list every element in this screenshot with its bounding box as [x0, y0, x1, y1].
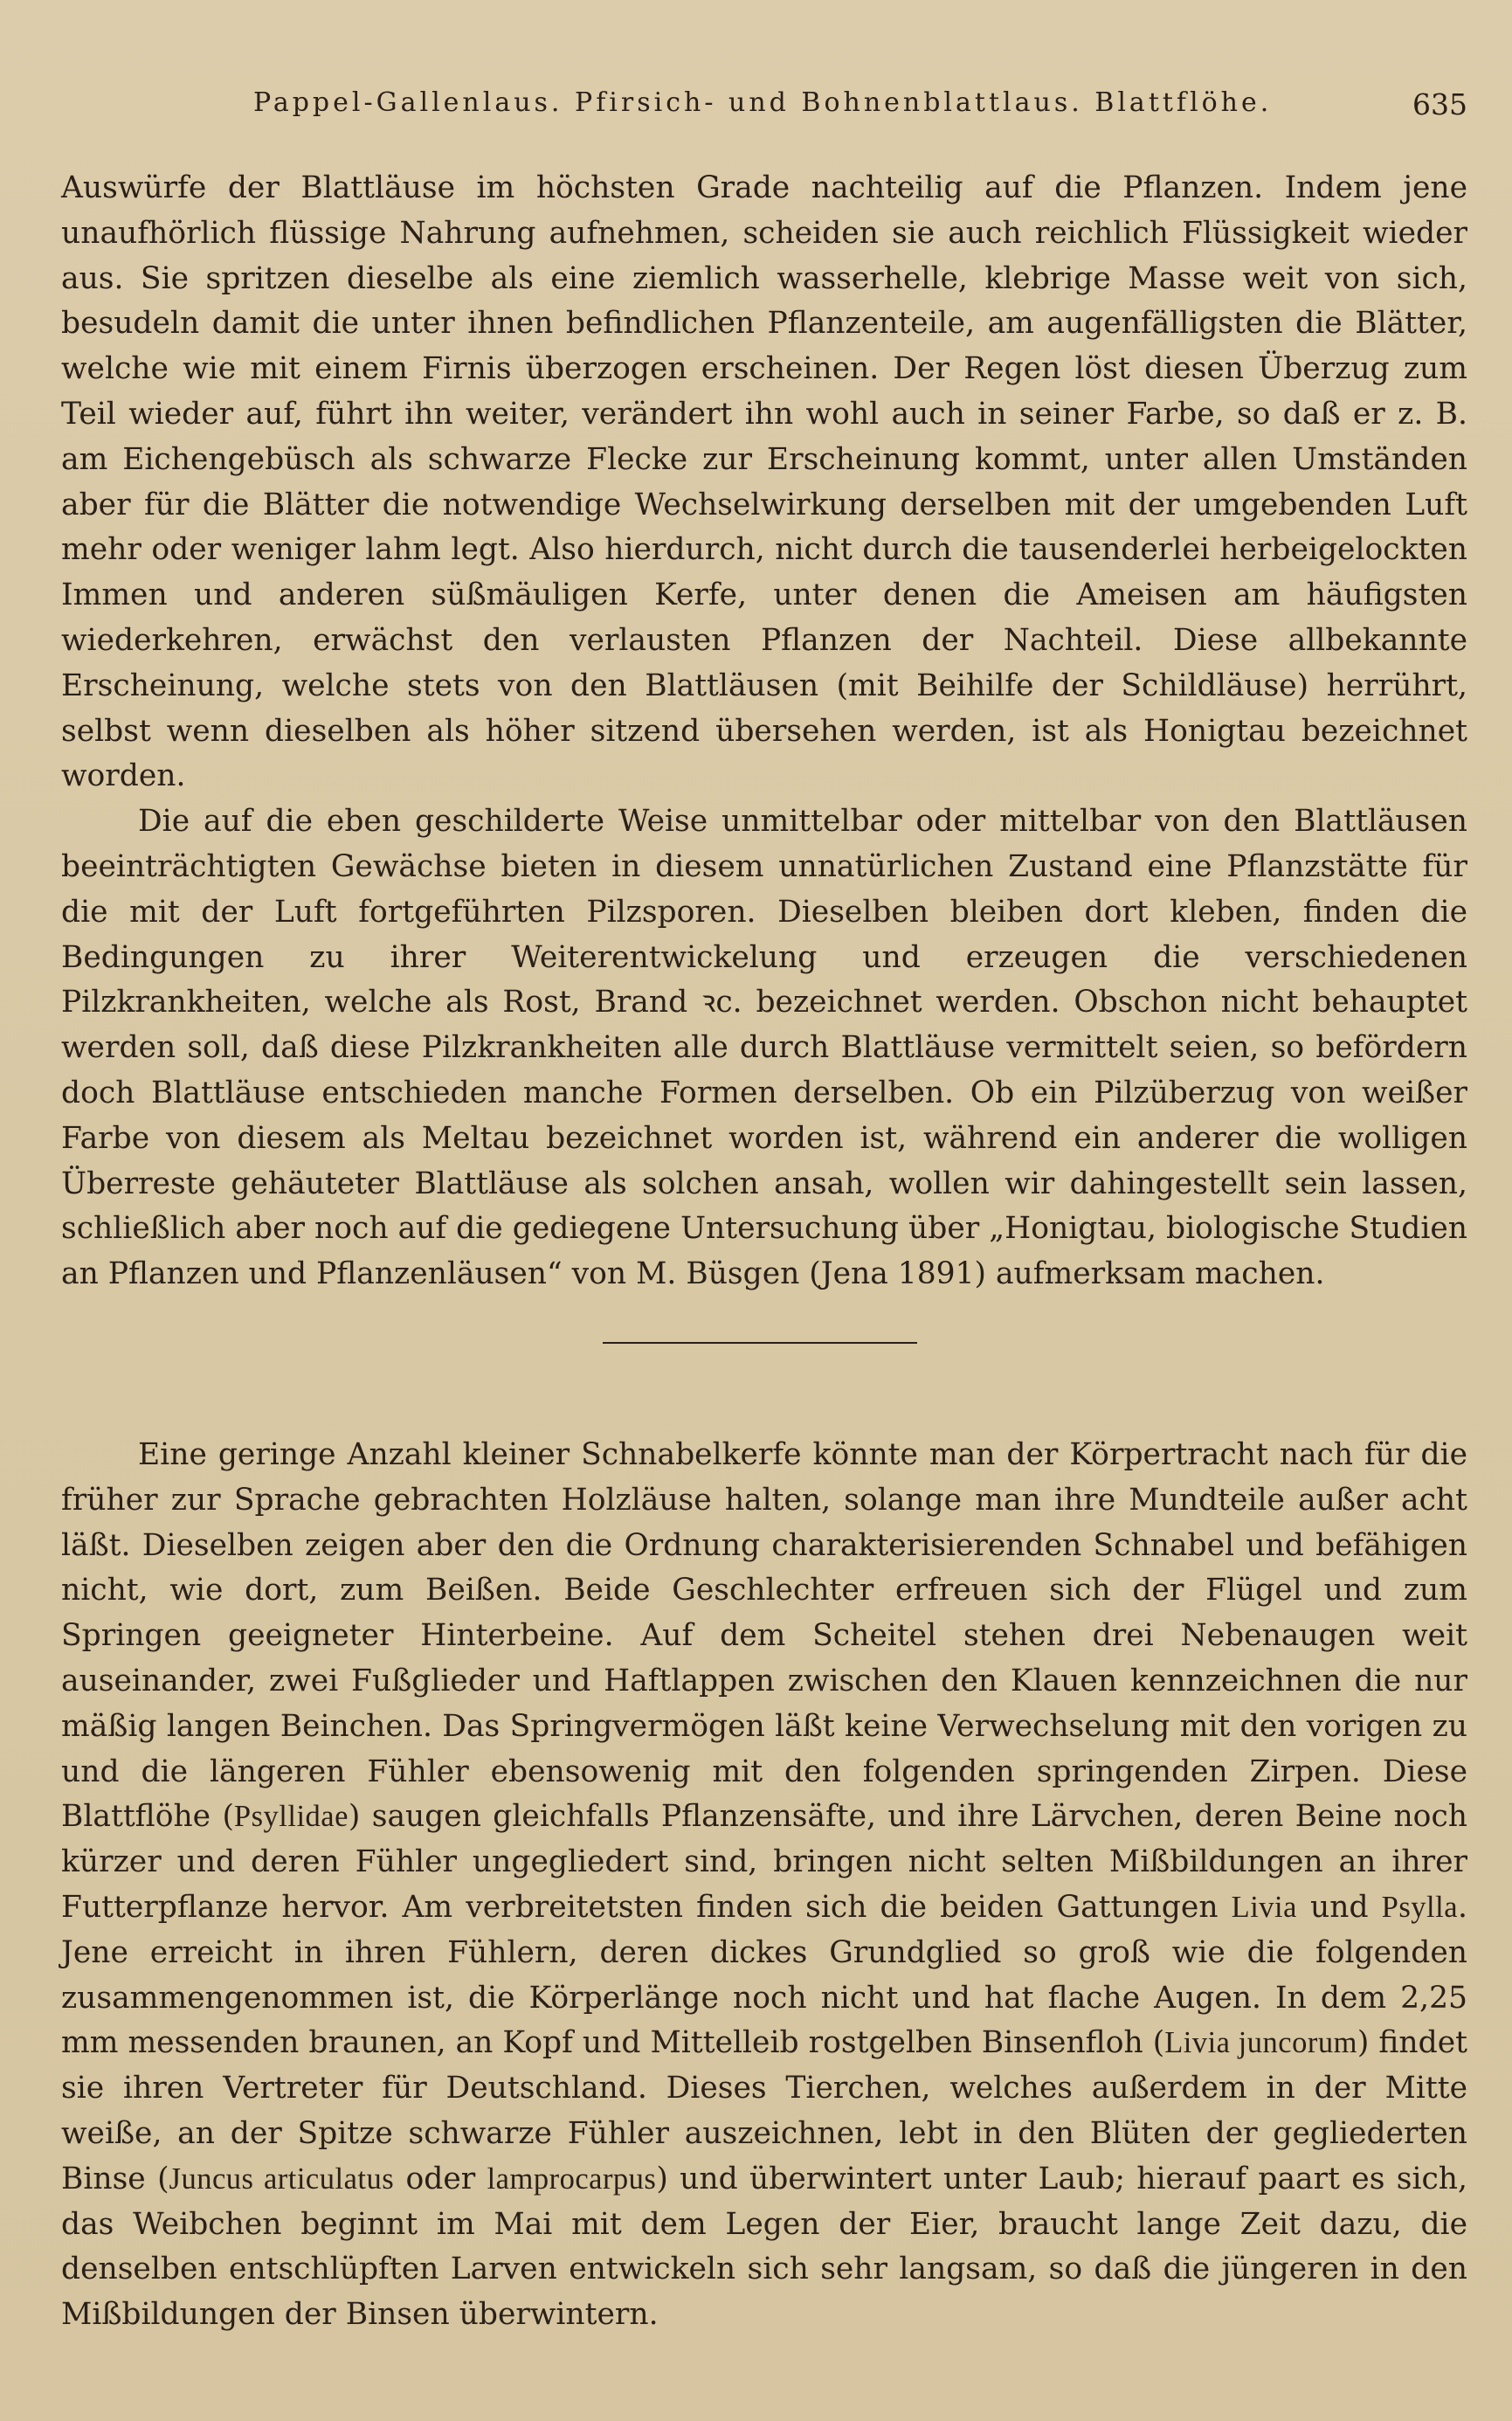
section-honeydew: [61, 166, 1467, 1297]
paragraph-continued: Auswürfe der Blattläuse im höchsten Grade nachteilig auf die Pflanzen. Indem jene unaufhörlich flüssige Nahrung aufnehmen, scheiden sie auch reichlich Flüssigkeit wieder aus. Sie spritzen dieselbe als eine ziemlich wasserhelle, klebrige Masse weit von sich, besudeln damit die unter ihnen befindlichen Pflanzenteile, am augenfälligsten die Blätter, welche wie mit einem Firnis überzogen erscheinen. Der Regen löst diesen Überzug zum Teil wieder auf, führt ihn weiter, verändert ihn wohl auch in seiner Farbe, so daß er z. B. am Eichengebüsch als schwarze Flecke zur Erscheinung kommt, unter allen Umständen aber für die Blätter die notwendige Wechselwirkung derselben mit der umgebenden Luft mehr oder weniger lahm legt. Also hierdurch, nicht durch die tausenderlei herbeigelockten Immen und anderen süßmäuligen Kerfe, unter denen die Ameisen am häufigsten wiederkehren, erwächst den verlausten Pflanzen der Nachteil. Diese allbekannte Erscheinung, welche stets von den Blattläusen (mit Beihilfe der Schildläuse) herrührt, selbst wenn dieselben als höher sitzend übersehen werden, ist als Honigtau bezeichnet worden.: [61, 170, 1467, 794]
section-psyllidae: [61, 1433, 1467, 2338]
latin-name: Livia juncorum: [1164, 2026, 1357, 2060]
text-run: ) findet sie ihren Vertreter für Deutschland. Dieses Tierchen, welches außerdem in der Mitte weiße, an der Spitze schwarze Fühler auszeichnen, lebt in den Blüten der gegliederten Binse (: [61, 2025, 1467, 2196]
latin-name: Psylla: [1381, 1890, 1459, 1924]
section-divider: [603, 1342, 917, 1344]
latin-name: lamprocarpus: [487, 2162, 657, 2196]
text-run: ) und überwintert unter Laub; hierauf paart es sich, das Weibchen beginnt im Mai mit dem Legen der Eier, braucht lange Zeit dazu, die denselben entschlüpften Larven entwickeln sich sehr langsam, so daß die jüngeren in den Mißbildungen der Binsen überwintern.: [61, 2161, 1467, 2333]
text-run: und: [1296, 1889, 1382, 1925]
text-run: ) saugen gleichfalls Pflanzensäfte, und ihre Lärvchen, deren Beine noch kürzer und deren Fühler ungegliedert sind, bringen nicht selten Mißbildungen an ihrer Futterpflanze hervor. Am verbreitetsten finden sich die beiden Gattungen: [61, 1799, 1467, 1925]
text-run: . Jene erreicht in ihren Fühlern, deren dickes Grundglied so groß wie die folgenden zusammengenommen ist, die Körperlänge noch nicht und hat flache Augen. In dem 2,25 mm messenden braunen, an Kopf und Mittelleib rostgelben Binsenfloh (: [61, 1889, 1467, 2061]
paragraph-blattfloehe: [61, 1433, 1467, 2338]
latin-name: Juncus articulatus: [169, 2162, 395, 2196]
latin-name: Psyllidae: [233, 1800, 349, 1834]
running-title: Pappel-Gallenlaus. Pfirsich- und Bohnenblattlaus. Blattflöhe.: [253, 87, 1273, 118]
page-number: 635: [1412, 87, 1467, 121]
text-run: oder: [394, 2161, 487, 2196]
latin-name: Livia: [1231, 1890, 1297, 1924]
paragraph-fungal-spores: Die auf die eben geschilderte Weise unmittelbar oder mittelbar von den Blattläusen beeinträchtigten Gewächse bieten in diesem unnatürlichen Zustand eine Pflanzstätte für die mit der Luft fortgeführten Pilzsporen. Dieselben bleiben dort kleben, finden die Bedingungen zu ihrer Weiterentwickelung und erzeugen die verschiedenen Pilzkrankheiten, welche als Rost, Brand ꝛc. bezeichnet werden. Obschon nicht behauptet werden soll, daß diese Pilzkrankheiten alle durch Blattläuse vermittelt seien, so befördern doch Blattläuse entschieden manche Formen derselben. Ob ein Pilzüberzug von weißer Farbe von diesem als Meltau bezeichnet worden ist, während ein anderer die wolligen Überreste gehäuteter Blattläuse als solchen ansah, wollen wir dahingestellt sein lassen, schließlich aber noch auf die gediegene Untersuchung über „Honigtau, biologische Studien an Pflanzen und Pflanzenläusen“ von M. Büsgen (Jena 1891) aufmerksam machen.: [61, 804, 1467, 1292]
text-run: Eine geringe Anzahl kleiner Schnabelkerfe könnte man der Körpertracht nach für die früher zur Sprache gebrachten Holzläuse halten, solange man ihre Mundteile außer acht läßt. Dieselben zeigen aber den die Ordnung charakterisierenden Schnabel und befähigen nicht, wie dort, zum Beißen. Beide Geschlechter erfreuen sich der Flügel und zum Springen geeigneter Hinterbeine. Auf dem Scheitel stehen drei Nebenaugen weit auseinander, zwei Fußglieder und Haftlappen zwischen den Klauen kennzeichnen die nur mäßig langen Beinchen. Das Springvermögen läßt keine Verwechselung mit den vorigen zu und die längeren Fühler ebensowenig mit den folgenden springenden Zirpen. Diese Blattflöhe (: [61, 1437, 1467, 1835]
running-head: [61, 87, 1467, 122]
